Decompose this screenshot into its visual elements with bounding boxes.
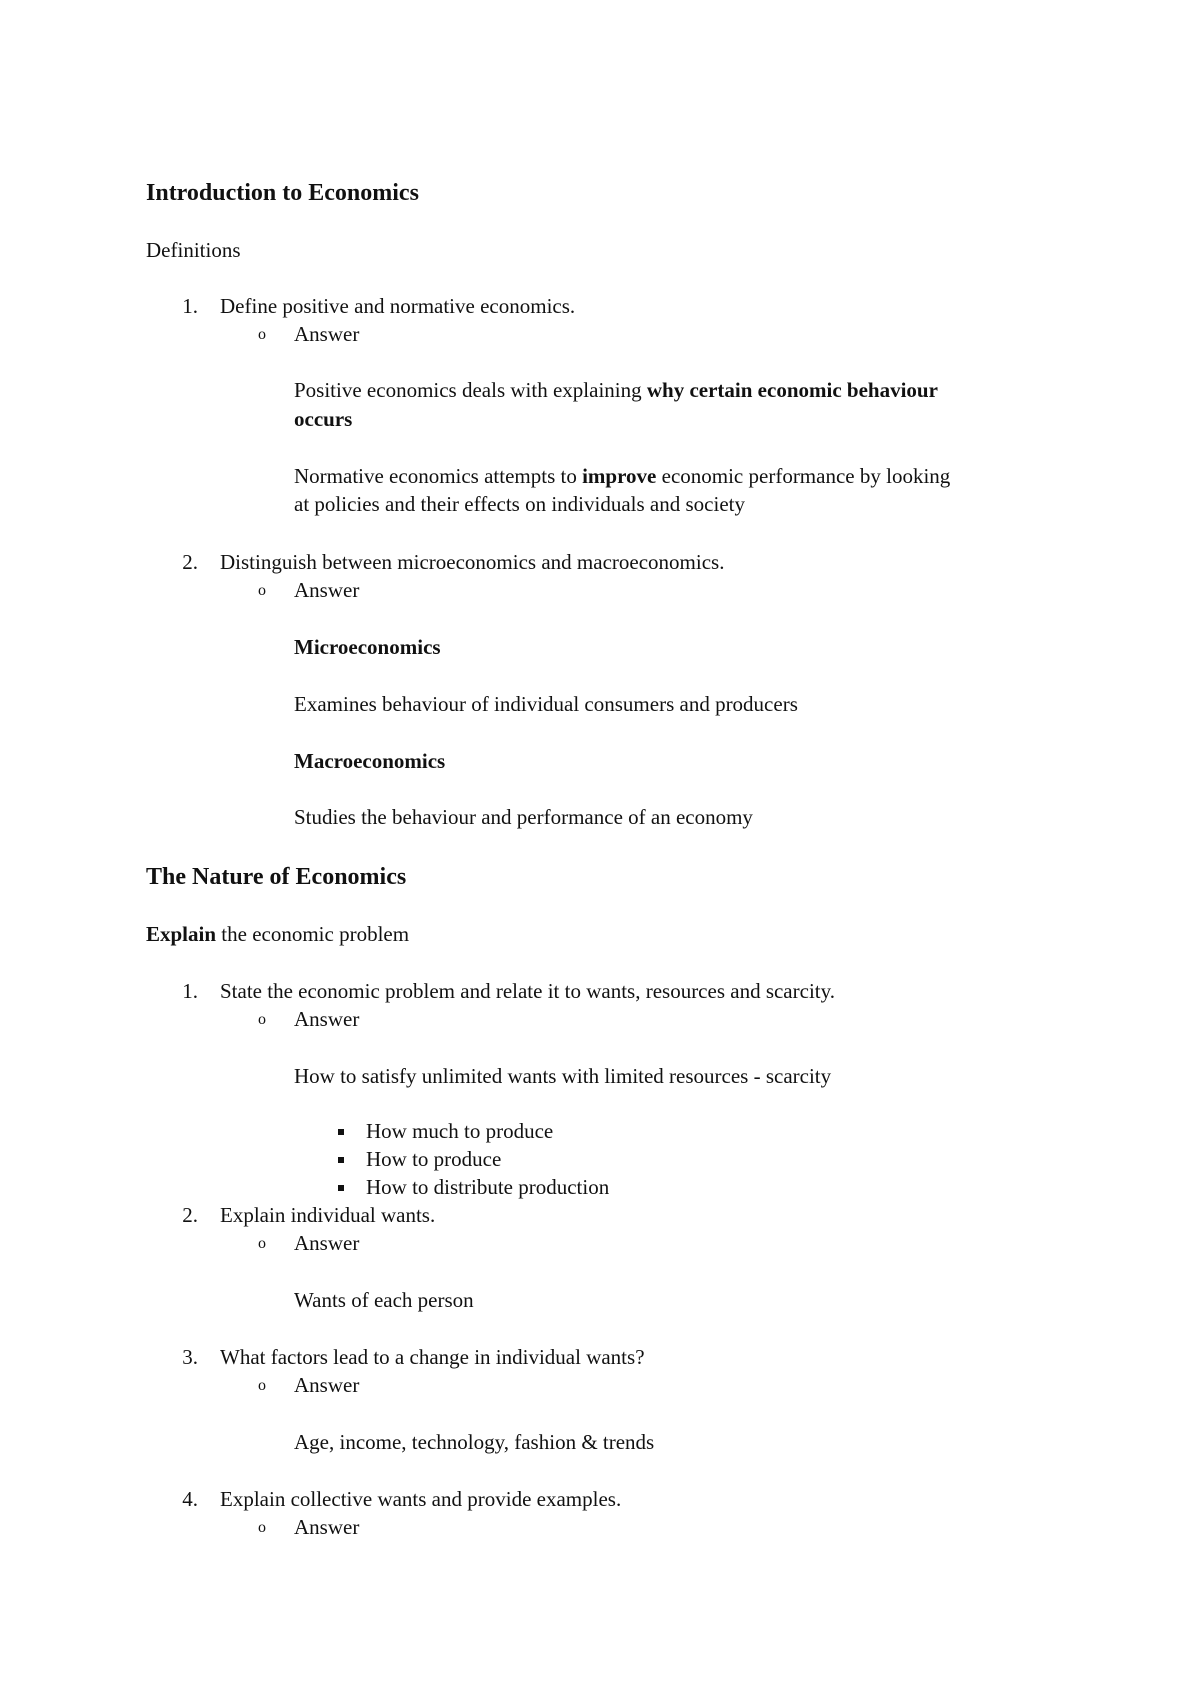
answer-paragraph: How to satisfy unlimited wants with limited resources - scarcity: [294, 1064, 832, 1088]
answer-paragraph-cont: at policies and their effects on individuals and society: [294, 492, 745, 516]
answer-paragraph-cont: occurs: [294, 407, 353, 431]
question-text: What factors lead to a change in individual wants?: [220, 1345, 645, 1369]
question-number: 2.: [182, 1203, 198, 1227]
answer-label: Answer: [294, 1515, 360, 1539]
bullet-circle-icon: o: [258, 1519, 266, 1536]
question-text: Explain collective wants and provide examples.: [220, 1487, 622, 1511]
bullet-square-icon: [338, 1185, 344, 1191]
section-heading-nature: The Nature of Economics: [146, 864, 407, 890]
bullet-circle-icon: o: [258, 1377, 266, 1394]
question-number: 3.: [182, 1345, 198, 1369]
question-text: State the economic problem and relate it to wants, resources and scarcity.: [220, 979, 835, 1003]
answer-label: Answer: [294, 1007, 360, 1031]
question-number: 4.: [182, 1487, 198, 1511]
section-intro: Explain the economic problem: [146, 922, 410, 946]
question-text: Distinguish between microeconomics and macroeconomics.: [220, 550, 725, 574]
section-heading-intro: Introduction to Economics: [146, 180, 419, 206]
bullet-square-icon: [338, 1157, 344, 1163]
answer-paragraph: Age, income, technology, fashion & trends: [294, 1430, 655, 1454]
answer-paragraph: Wants of each person: [294, 1288, 474, 1312]
answer-label: Answer: [294, 578, 360, 602]
subheading-definitions: Definitions: [146, 238, 241, 262]
question-text: Define positive and normative economics.: [220, 294, 576, 318]
answer-label: Answer: [294, 1373, 360, 1397]
list-item: How to distribute production: [366, 1175, 610, 1199]
question-number: 2.: [182, 550, 198, 574]
answer-label: Answer: [294, 322, 360, 346]
answer-paragraph: Positive economics deals with explaining why certain economic behaviour: [294, 378, 938, 402]
list-item: How to produce: [366, 1147, 502, 1171]
answer-subheading: Macroeconomics: [294, 749, 446, 773]
bullet-square-icon: [338, 1129, 344, 1135]
answer-paragraph: Normative economics attempts to improve economic performance by looking: [294, 464, 951, 488]
question-text: Explain individual wants.: [220, 1203, 436, 1227]
bullet-circle-icon: o: [258, 1235, 266, 1252]
bullet-circle-icon: o: [258, 1011, 266, 1028]
bullet-circle-icon: o: [258, 582, 266, 599]
answer-paragraph: Studies the behaviour and performance of an economy: [294, 805, 753, 829]
question-number: 1.: [182, 294, 198, 318]
answer-subheading: Microeconomics: [294, 635, 441, 659]
list-item: How much to produce: [366, 1119, 554, 1143]
answer-paragraph: Examines behaviour of individual consumers and producers: [294, 692, 798, 716]
answer-label: Answer: [294, 1231, 360, 1255]
question-number: 1.: [182, 979, 198, 1003]
bullet-circle-icon: o: [258, 326, 266, 343]
